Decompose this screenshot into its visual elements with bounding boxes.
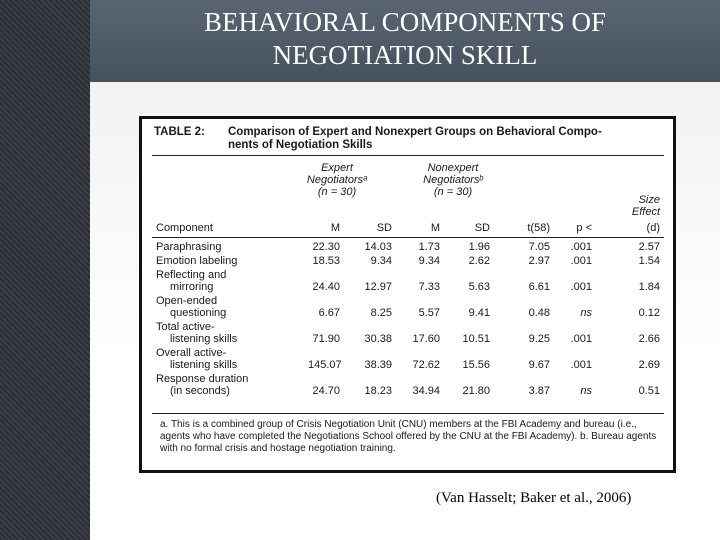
table-cell: 15.56 bbox=[462, 359, 490, 371]
table-cell: .001 bbox=[570, 281, 592, 293]
table-row-component bbox=[156, 295, 226, 319]
component-label-line: Overall active- bbox=[156, 347, 227, 359]
table-cell: 9.34 bbox=[418, 255, 440, 267]
table-cell: 10.51 bbox=[462, 333, 490, 345]
table-cell: 2.97 bbox=[528, 255, 550, 267]
table-cell: 0.12 bbox=[638, 307, 660, 319]
table-cell: 5.57 bbox=[418, 307, 440, 319]
component-label-line: Emotion labeling bbox=[156, 255, 238, 267]
left-decorative-strip bbox=[0, 0, 90, 540]
component-label-line: Open-ended bbox=[156, 295, 218, 307]
table-cell: 8.25 bbox=[370, 307, 392, 319]
component-label-line: questioning bbox=[170, 307, 227, 319]
table-cell: 38.39 bbox=[364, 359, 392, 371]
column-header-t: t(58) bbox=[527, 222, 550, 234]
component-label-line: Reflecting and bbox=[156, 269, 227, 281]
table-row-component bbox=[156, 373, 248, 397]
component-label-line: (in seconds) bbox=[170, 385, 230, 397]
table-row-component bbox=[156, 347, 237, 371]
column-header-nonexpert-m: M bbox=[430, 222, 440, 234]
table-cell: 145.07 bbox=[308, 359, 342, 371]
table-header-rule bbox=[152, 237, 664, 238]
table-cell: 6.61 bbox=[528, 281, 550, 293]
table-cell: .001 bbox=[570, 359, 592, 371]
column-header-expert-m: M bbox=[330, 222, 340, 234]
table-cell: 1.54 bbox=[638, 255, 660, 267]
slide-title-line-2: NEGOTIATION SKILL bbox=[272, 40, 538, 70]
table-title-line-1: Comparison of Expert and Nonexpert Groups on Behavioral Compo- bbox=[228, 126, 602, 138]
table-cell: ns bbox=[580, 385, 592, 397]
table-cell: 1.73 bbox=[418, 241, 440, 253]
table-cell: 72.62 bbox=[412, 359, 440, 371]
citation: (Van Hasselt; Baker et al., 2006) bbox=[436, 490, 632, 506]
component-label-line: Total active- bbox=[156, 321, 215, 333]
table-cell: 9.41 bbox=[468, 307, 490, 319]
component-label-line: mirroring bbox=[170, 281, 214, 293]
table-cell: 3.87 bbox=[528, 385, 550, 397]
table-cell: 2.69 bbox=[638, 359, 660, 371]
table-cell: ns bbox=[580, 307, 592, 319]
expert-group-header: Expert Negotiatorsᵃ (n = 30) bbox=[306, 162, 368, 198]
table-row-component bbox=[156, 255, 237, 267]
component-label-line: listening skills bbox=[170, 359, 238, 371]
table-cell: 0.51 bbox=[638, 385, 660, 397]
table-cell: 21.80 bbox=[462, 385, 490, 397]
table-title-line-2: nents of Negotiation Skills bbox=[228, 139, 373, 151]
table-bottom-rule bbox=[152, 413, 664, 414]
table-cell: 0.48 bbox=[528, 307, 550, 319]
table-row-component bbox=[156, 241, 221, 253]
table-cell: 1.84 bbox=[638, 281, 660, 293]
table-cell: .001 bbox=[570, 255, 592, 267]
table-row-component bbox=[156, 269, 226, 293]
table-cell: 71.90 bbox=[312, 333, 340, 345]
table-cell: 17.60 bbox=[412, 333, 440, 345]
column-header-p: p < bbox=[576, 222, 592, 234]
table-cell: 34.94 bbox=[412, 385, 440, 397]
table-cell: 22.30 bbox=[312, 241, 340, 253]
slide-title-line-1: BEHAVIORAL COMPONENTS OF bbox=[203, 7, 607, 37]
table-row-component bbox=[156, 321, 237, 345]
size-effect-header: Size Effect bbox=[631, 194, 660, 218]
table-label: TABLE 2: bbox=[154, 126, 205, 138]
nonexpert-group-header: Nonexpert Negotiatorsᵇ (n = 30) bbox=[423, 162, 483, 198]
component-label-line: Response duration bbox=[156, 373, 249, 385]
column-header-expert-sd: SD bbox=[376, 222, 392, 234]
table-cell: 30.38 bbox=[364, 333, 392, 345]
column-header-d: (d) bbox=[646, 222, 660, 234]
table-cell: 24.70 bbox=[312, 385, 340, 397]
table-cell: 18.53 bbox=[312, 255, 340, 267]
table-cell: 14.03 bbox=[364, 241, 392, 253]
table-scan-image bbox=[139, 116, 676, 473]
table-cell: 7.33 bbox=[418, 281, 440, 293]
table-cell: 2.66 bbox=[638, 333, 660, 345]
column-header-component: Component bbox=[156, 222, 213, 234]
table-cell: 7.05 bbox=[528, 241, 550, 253]
table-cell: 2.57 bbox=[638, 241, 660, 253]
table-cell: 1.96 bbox=[468, 241, 490, 253]
table-cell: 9.67 bbox=[528, 359, 550, 371]
table-cell: .001 bbox=[570, 333, 592, 345]
column-header-nonexpert-sd: SD bbox=[474, 222, 490, 234]
table-cell: 24.40 bbox=[312, 281, 340, 293]
table-cell: 18.23 bbox=[364, 385, 392, 397]
table-cell: 5.63 bbox=[468, 281, 490, 293]
table-cell: 2.62 bbox=[468, 255, 490, 267]
component-label-line: listening skills bbox=[170, 333, 238, 345]
table-footnote: a. This is a combined group of Crisis Negotiation Unit (CNU) members at the FBI Academy and bureau (i.e., agents who have completed the Negotiations School offered by the CNU at the FBI Academy). b. Bureau agents with no formal crisis and hostage negotiation training. bbox=[160, 419, 657, 454]
slide-title-bar bbox=[90, 0, 720, 82]
table-cell: 12.97 bbox=[364, 281, 392, 293]
component-label-line: Paraphrasing bbox=[156, 241, 222, 253]
table-cell: 9.34 bbox=[370, 255, 392, 267]
table-top-rule bbox=[152, 155, 664, 156]
table-cell: .001 bbox=[570, 241, 592, 253]
table-cell: 9.25 bbox=[528, 333, 550, 345]
table-cell: 6.67 bbox=[318, 307, 340, 319]
